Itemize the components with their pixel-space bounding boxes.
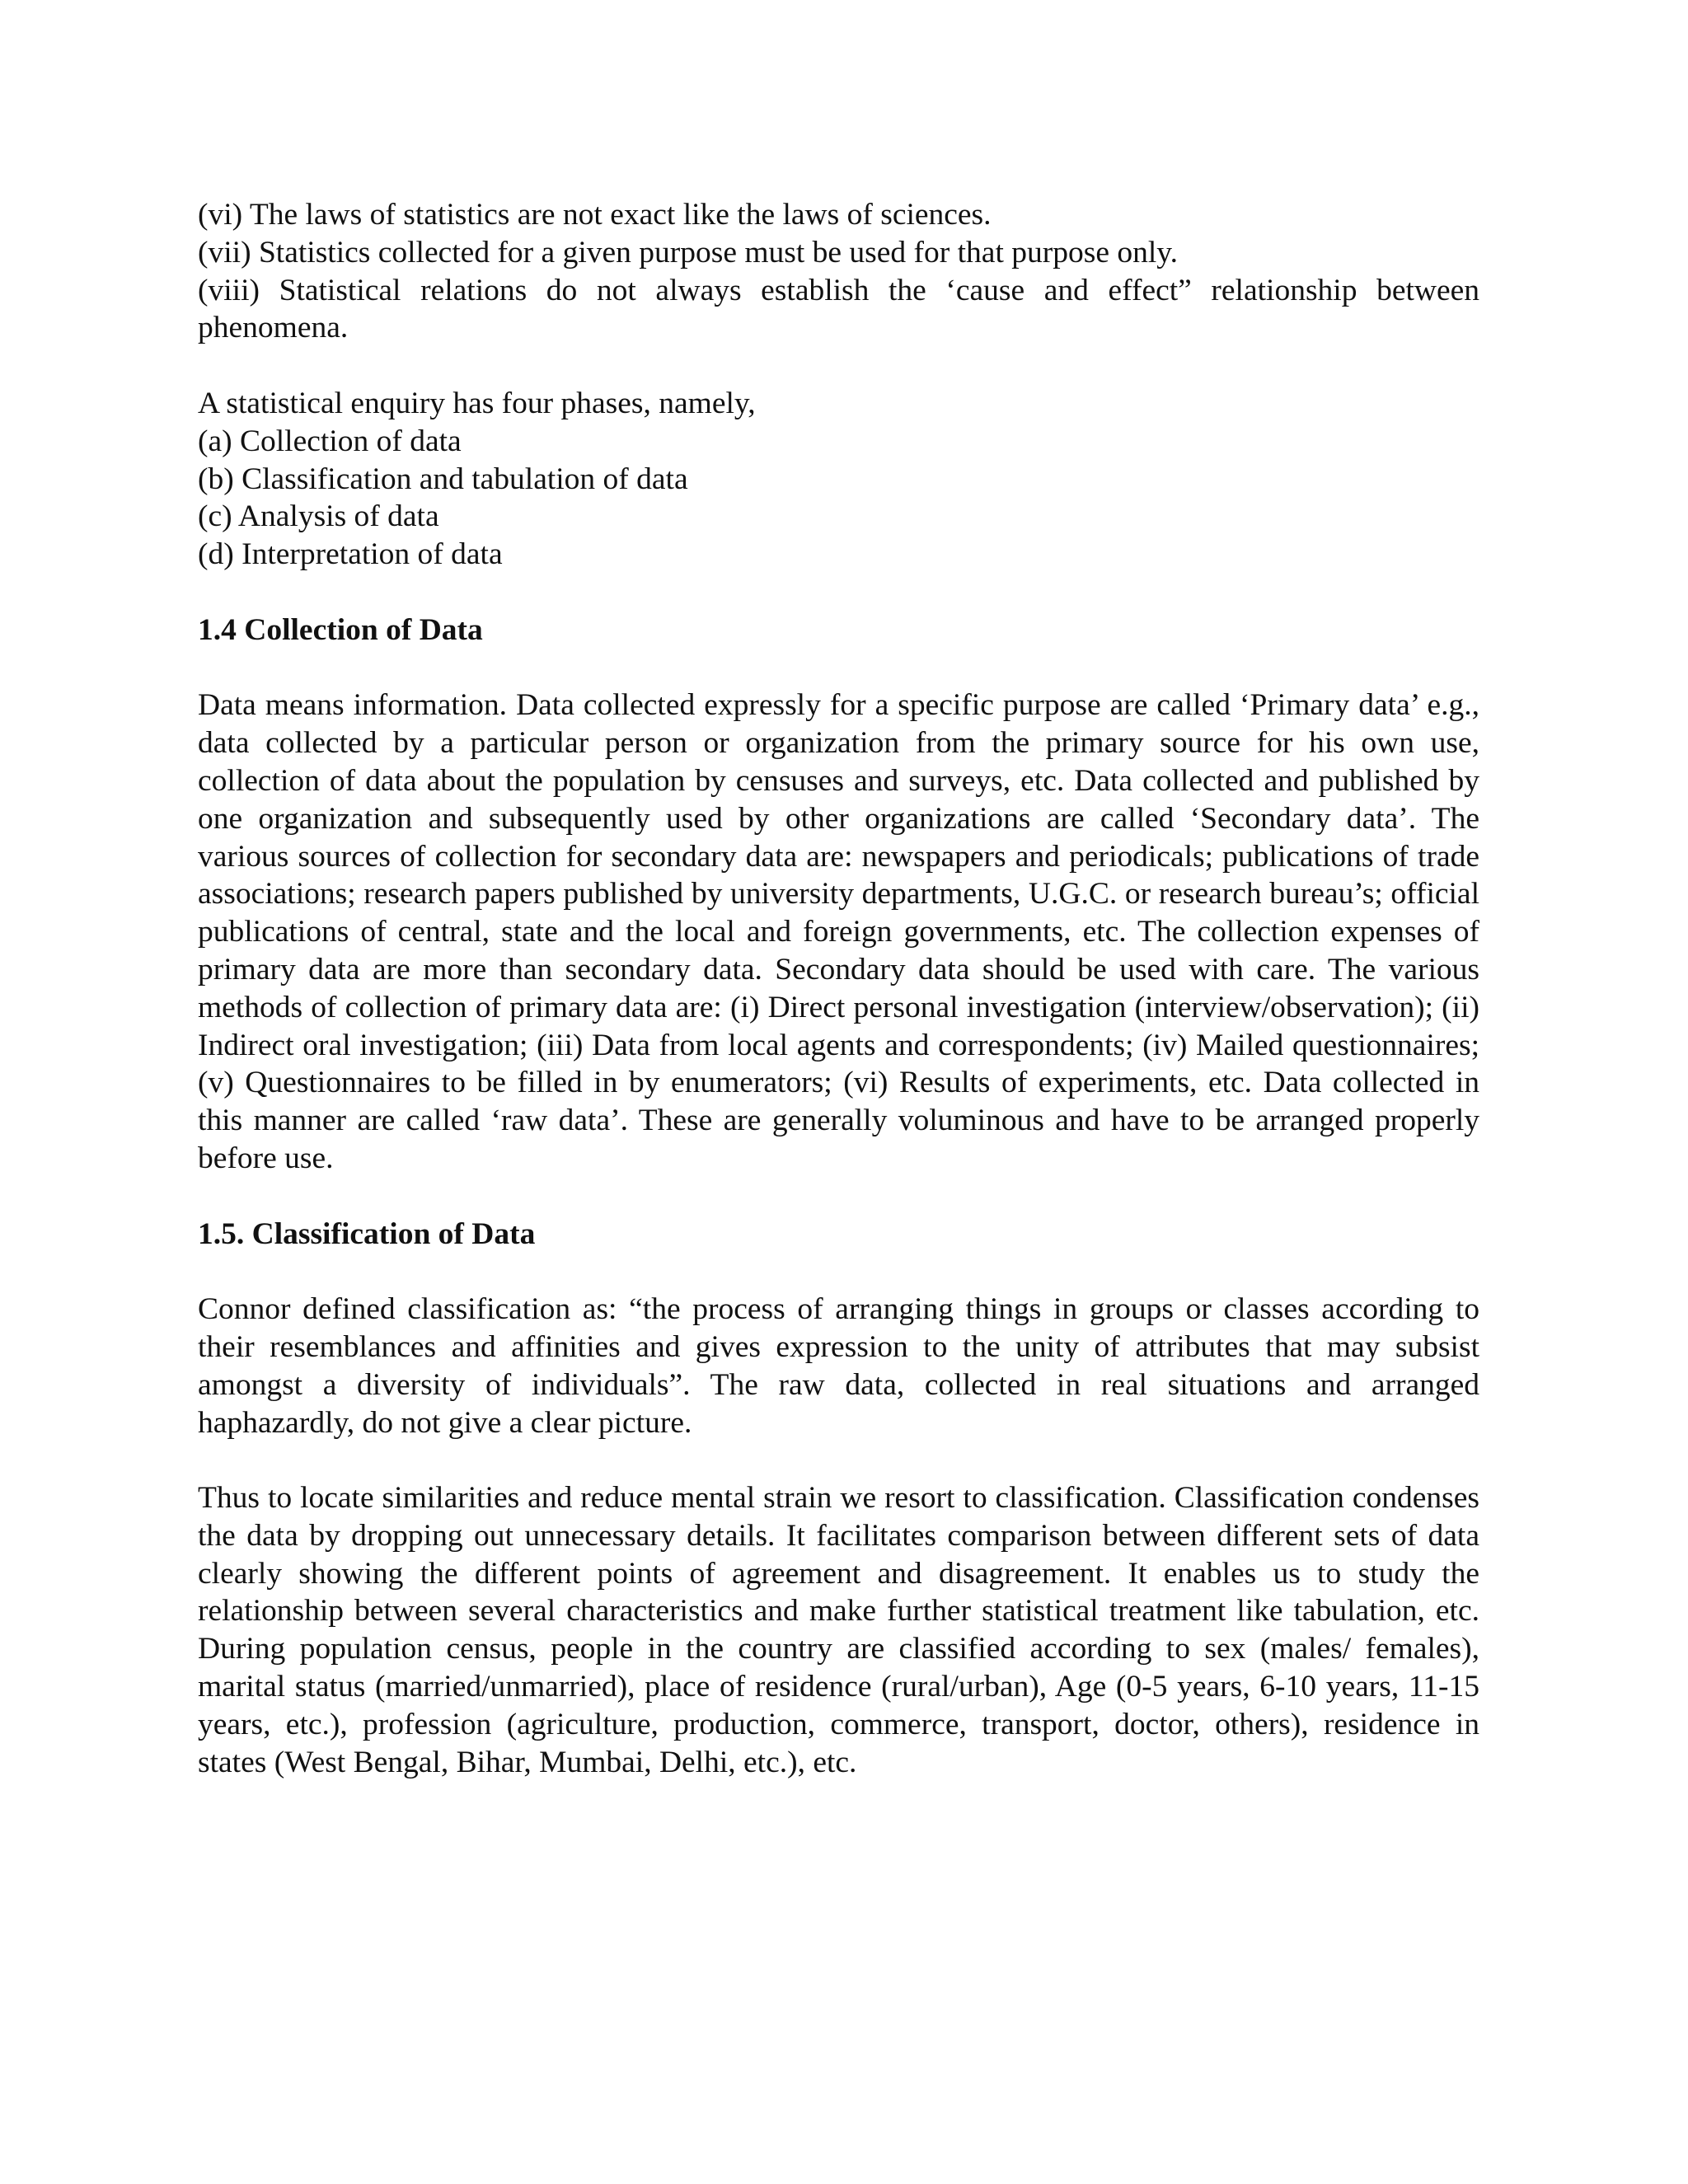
- section-heading-classification: 1.5. Classification of Data: [198, 1216, 536, 1251]
- classification-paragraph-2: Thus to locate similarities and reduce mental strain we resort to classification. Classification condenses the data by dropping out unnecessary details. It facilitates comparison between different sets of data clearly showing the different points of agreement and disagreement. It enables us to study the relationship between several characteristics and make further statistical treatment like tabulation, etc. During population census, people in the country are classified according to sex (males/ females), marital status (married/unmarried), place of residence (rural/urban), Age (0-5 years, 6-10 years, 11-15 years, etc.), profession (agriculture, production, commerce, transport, doctor, others), residence in states (West Bengal, Bihar, Mumbai, Delhi, etc.), etc.: [198, 1481, 1479, 1779]
- enquiry-phases: [198, 385, 1479, 574]
- limitation-item: (vii) Statistics collected for a given purpose must be used for that purpose only.: [198, 235, 1178, 269]
- document-page: [198, 196, 1479, 1781]
- phase-item: (c) Analysis of data: [198, 499, 439, 534]
- limitation-item: (viii) Statistical relations do not always establish the ‘cause and effect” relationship between phenomena.: [198, 273, 1479, 345]
- limitations-list: [198, 196, 1479, 347]
- phase-item: (d) Interpretation of data: [198, 537, 503, 572]
- classification-paragraph-1: Connor defined classification as: “the process of arranging things in groups or classes according to their resemblances and affinities and gives expression to the unity of attributes that may subsist amongst a diversity of individuals”. The raw data, collected in real situations and arranged haphazardly, do not give a clear picture.: [198, 1292, 1479, 1440]
- section-heading-collection: 1.4 Collection of Data: [198, 612, 483, 647]
- phase-item: (b) Classification and tabulation of data: [198, 462, 688, 496]
- phase-item: (a) Collection of data: [198, 424, 462, 458]
- collection-paragraph: Data means information. Data collected expressly for a specific purpose are called ‘Primary data’ e.g., data collected by a particular person or organization from the primary source for his own use, collection of data about the population by censuses and surveys, etc. Data collected and published by one organization and subsequently used by other organizations are called ‘Secondary data’. The various sources of collection for secondary data are: newspapers and periodicals; publications of trade associations; research papers published by university departments, U.G.C. or research bureau’s; official publications of central, state and the local and foreign governments, etc. The collection expenses of primary data are more than secondary data. Secondary data should be used with care. The various methods of collection of primary data are: (i) Direct personal investigation (interview/observation); (ii) Indirect oral investigation; (iii) Data from local agents and correspondents; (iv) Mailed questionnaires; (v) Questionnaires to be filled in by enumerators; (vi) Results of experiments, etc. Data collected in this manner are called ‘raw data’. These are generally voluminous and have to be arranged properly before use.: [198, 688, 1479, 1175]
- enquiry-intro: A statistical enquiry has four phases, namely,: [198, 386, 756, 420]
- limitation-item: (vi) The laws of statistics are not exact like the laws of sciences.: [198, 198, 992, 232]
